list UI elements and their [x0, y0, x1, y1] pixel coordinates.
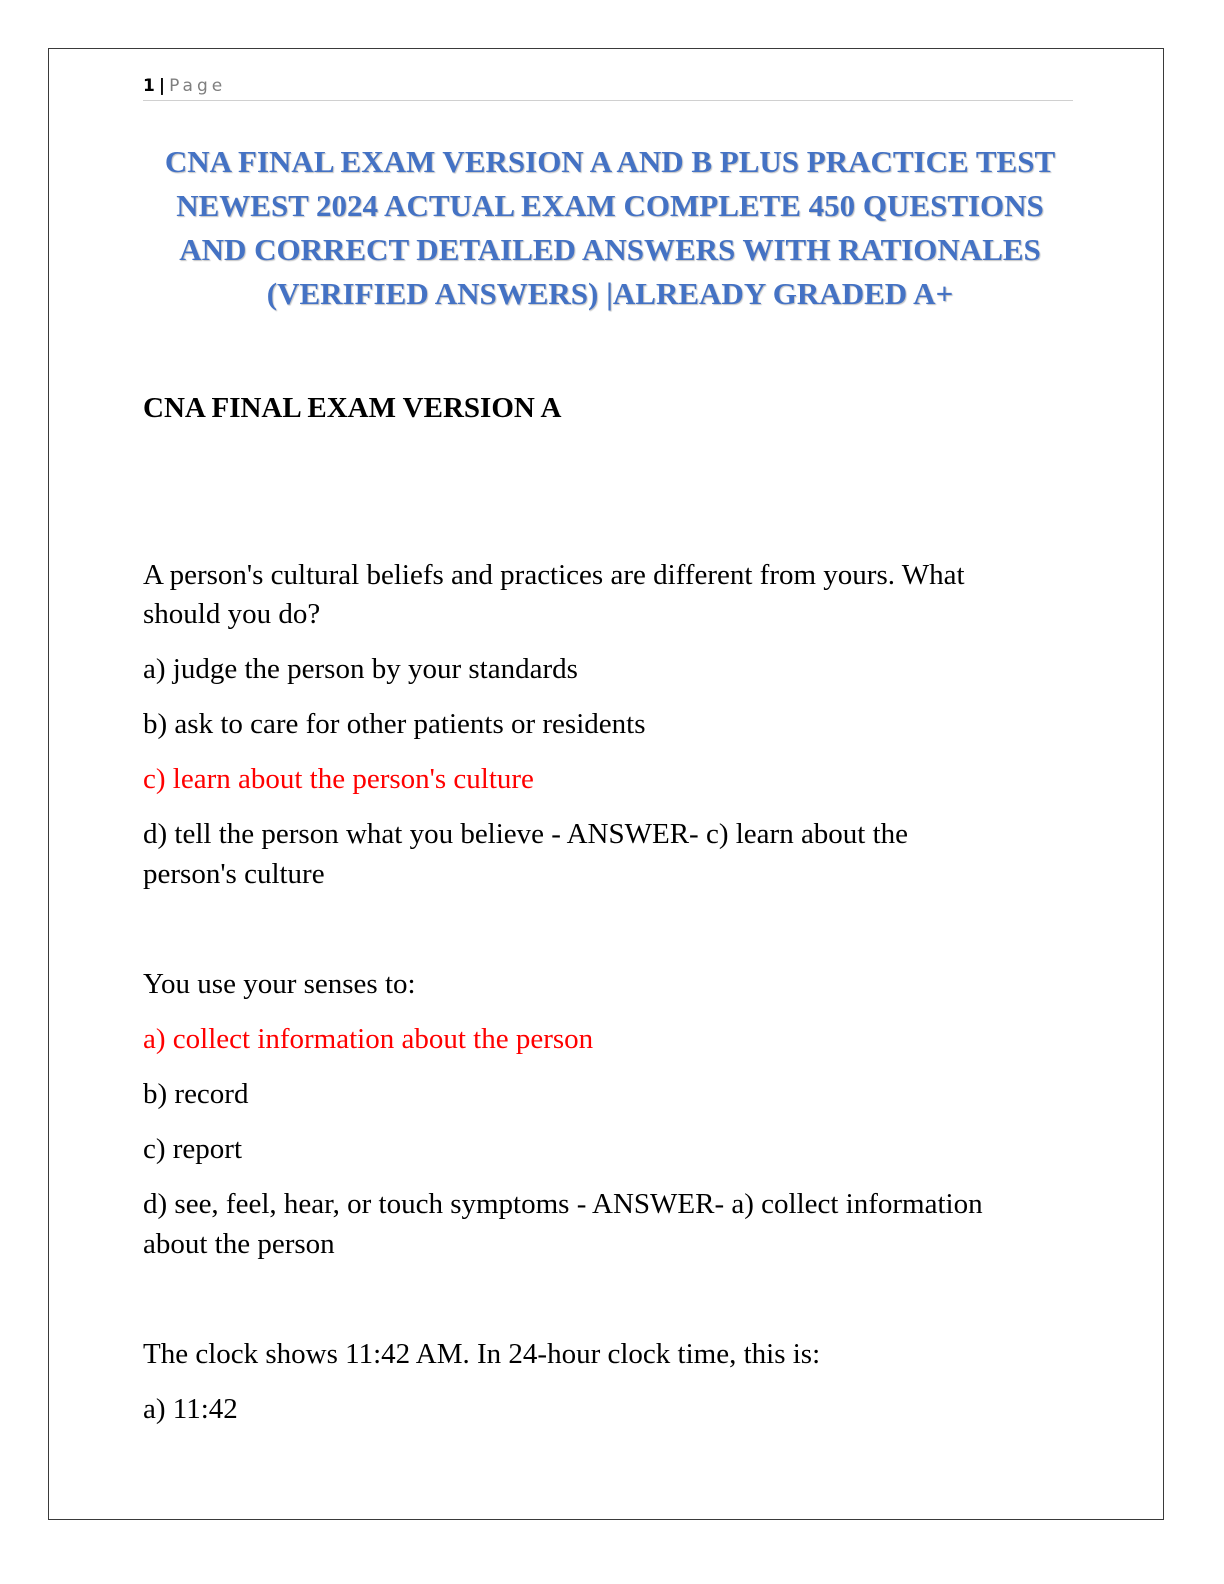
page-label: Page: [169, 76, 227, 96]
title-line: NEWEST 2024 ACTUAL EXAM COMPLETE 450 QUESTIONS: [176, 188, 1044, 223]
answer-continuation: about the person: [143, 1228, 335, 1260]
page-separator: |: [158, 76, 166, 96]
option-a: a) 11:42: [143, 1393, 238, 1425]
question-text: A person's cultural beliefs and practices are different from yours. What: [143, 559, 965, 591]
page-header: [143, 74, 1073, 101]
option-b: b) ask to care for other patients or residents: [143, 708, 646, 740]
title-line: CNA FINAL EXAM VERSION A AND B PLUS PRACTICE TEST: [164, 144, 1056, 179]
option-a: a) judge the person by your standards: [143, 653, 578, 685]
title-line: (VERIFIED ANSWERS) |ALREADY GRADED A+: [266, 276, 954, 311]
section-heading: CNA FINAL EXAM VERSION A: [143, 392, 562, 424]
title-line: AND CORRECT DETAILED ANSWERS WITH RATIONALES: [179, 232, 1041, 267]
option-c: c) report: [143, 1133, 243, 1165]
option-a-correct: a) collect information about the person: [143, 1023, 594, 1055]
option-d: d) see, feel, hear, or touch symptoms - ANSWER- a) collect information: [143, 1188, 983, 1220]
question-text: You use your senses to:: [143, 968, 416, 1000]
question-text: The clock shows 11:42 AM. In 24-hour clock time, this is:: [143, 1338, 821, 1370]
page-number: 1: [143, 76, 155, 96]
option-d: d) tell the person what you believe - ANSWER- c) learn about the: [143, 818, 909, 850]
option-b: b) record: [143, 1078, 249, 1110]
option-c-correct: c) learn about the person's culture: [143, 763, 534, 795]
answer-continuation: person's culture: [143, 858, 325, 890]
question-text: should you do?: [143, 598, 321, 630]
document-title: [120, 140, 1100, 316]
